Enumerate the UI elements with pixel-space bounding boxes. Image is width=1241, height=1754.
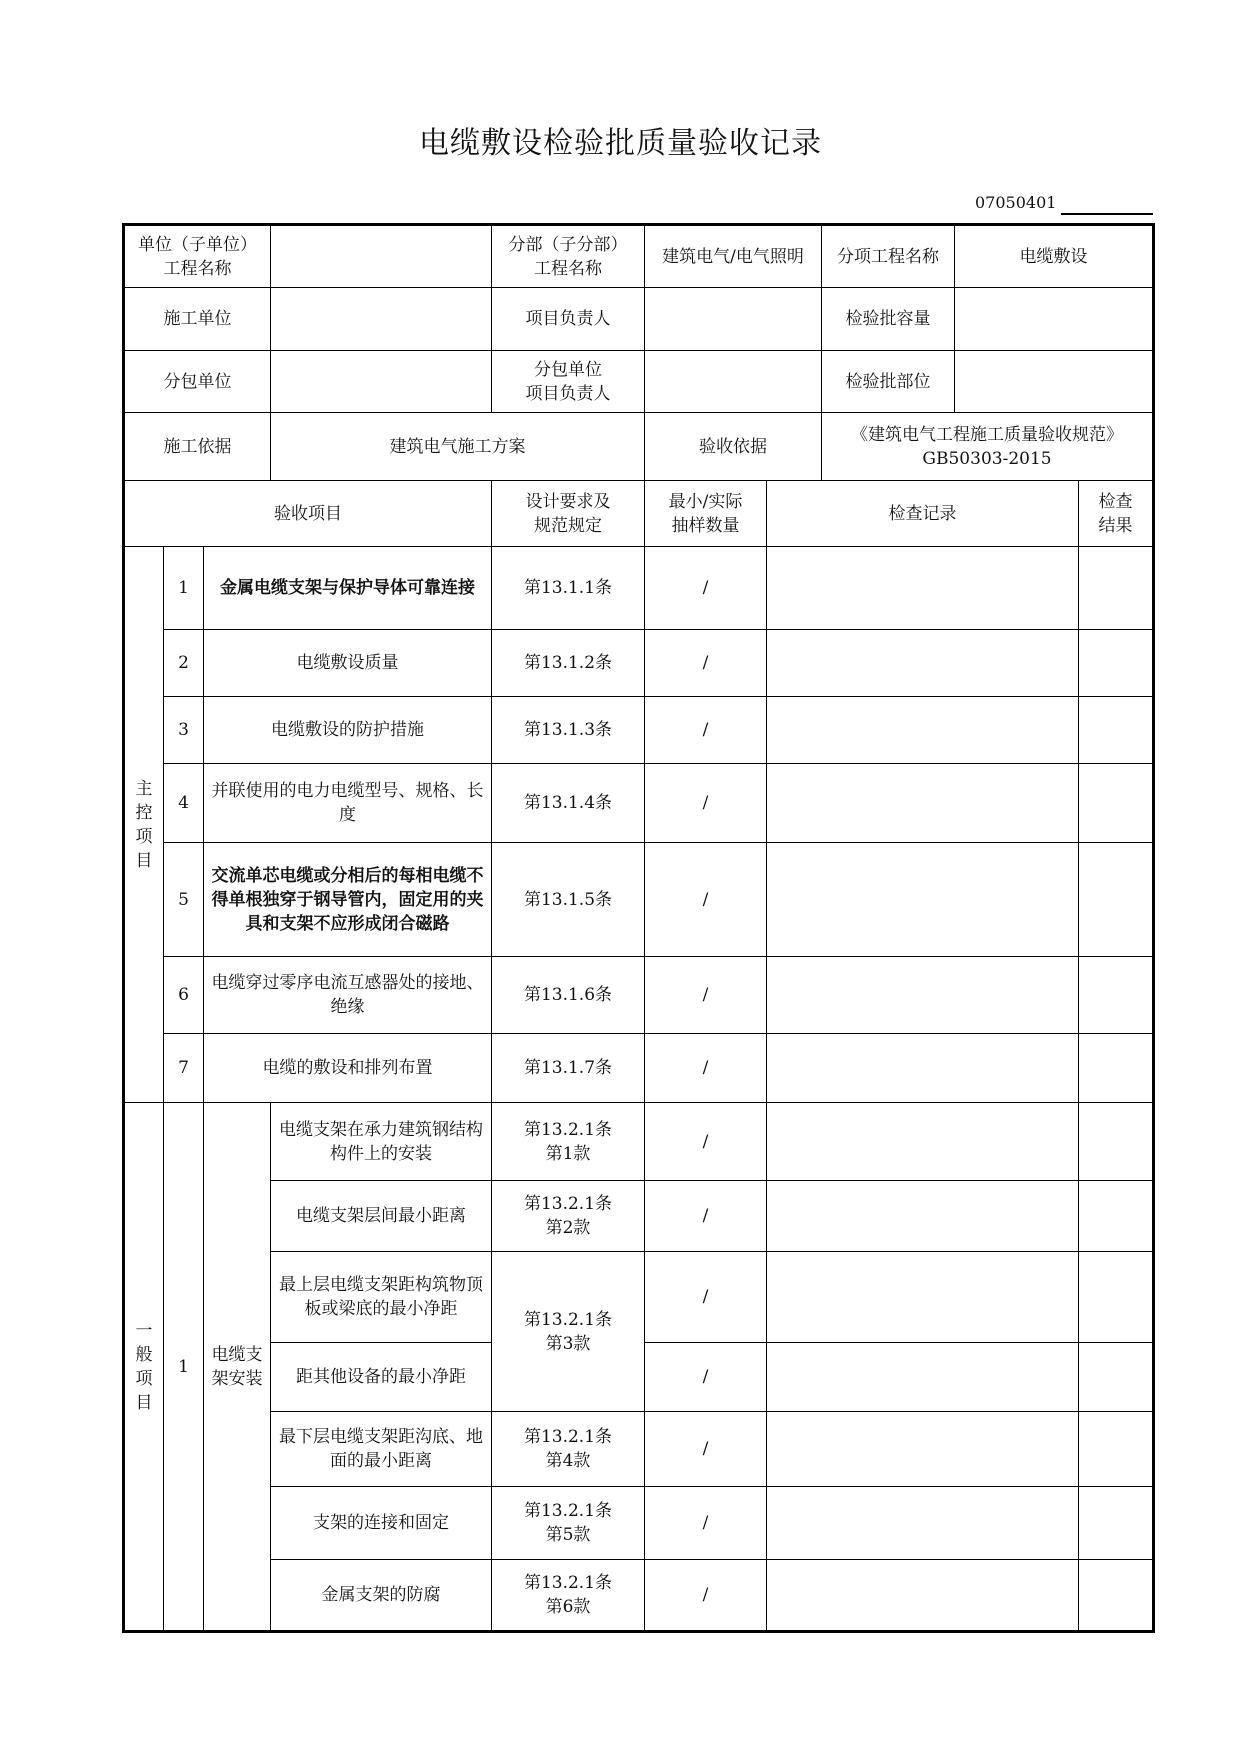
accept-basis-value: 《建筑电气工程施工质量验收规范》 GB50303-2015 (822, 413, 1154, 481)
main-item-result[interactable] (1079, 957, 1154, 1034)
general-item-sample[interactable]: / (645, 1412, 767, 1487)
main-item-record[interactable] (767, 630, 1079, 697)
general-item-record[interactable] (767, 1412, 1079, 1487)
main-item-spec: 第13.1.3条 (492, 697, 645, 764)
subitem-label: 分项工程名称 (822, 225, 955, 288)
general-item-text: 支架的连接和固定 (271, 1487, 492, 1560)
general-item-spec: 第13.2.1条 第3款 (492, 1252, 645, 1412)
main-item-spec: 第13.1.5条 (492, 843, 645, 957)
general-item-result[interactable] (1079, 1103, 1154, 1181)
main-item-spec: 第13.1.4条 (492, 764, 645, 843)
main-item-text: 电缆的敷设和排列布置 (204, 1034, 492, 1103)
location-value[interactable] (955, 351, 1154, 413)
main-item-record[interactable] (767, 547, 1079, 630)
general-item-record[interactable] (767, 1487, 1079, 1560)
main-item-record[interactable] (767, 764, 1079, 843)
main-item-record[interactable] (767, 697, 1079, 764)
page-title: 电缆敷设检验批质量验收记录 (419, 126, 822, 161)
main-item-sample[interactable]: / (645, 764, 767, 843)
main-item-no: 2 (164, 630, 204, 697)
division-value[interactable]: 建筑电气/电气照明 (645, 225, 822, 288)
main-item-record[interactable] (767, 843, 1079, 957)
general-item-result[interactable] (1079, 1560, 1154, 1632)
main-item-spec: 第13.1.1条 (492, 547, 645, 630)
general-item-text: 金属支架的防腐 (271, 1560, 492, 1632)
general-item-no: 1 (164, 1103, 204, 1632)
general-item-text: 电缆支架层间最小距离 (271, 1181, 492, 1252)
general-group-label: 电缆支 架安装 (204, 1103, 271, 1632)
general-item-result[interactable] (1079, 1181, 1154, 1252)
contractor-value[interactable] (271, 288, 492, 351)
general-item-sample[interactable]: / (645, 1560, 767, 1632)
form-code: 07050401 (975, 193, 1057, 212)
contractor-label: 施工单位 (124, 288, 271, 351)
pm-label: 项目负责人 (492, 288, 645, 351)
main-item-no: 4 (164, 764, 204, 843)
general-item-text: 最下层电缆支架距沟底、地面的最小距离 (271, 1412, 492, 1487)
main-item-no: 1 (164, 547, 204, 630)
location-label: 检验批部位 (822, 351, 955, 413)
general-item-spec: 第13.2.1条 第4款 (492, 1412, 645, 1487)
basis-label: 施工依据 (124, 413, 271, 481)
main-item-text: 电缆敷设的防护措施 (204, 697, 492, 764)
general-item-text: 电缆支架在承力建筑钢结构构件上的安装 (271, 1103, 492, 1181)
main-item-result[interactable] (1079, 547, 1154, 630)
main-item-record[interactable] (767, 1034, 1079, 1103)
subitem-value[interactable]: 电缆敷设 (955, 225, 1154, 288)
main-item-result[interactable] (1079, 697, 1154, 764)
main-item-sample[interactable]: / (645, 843, 767, 957)
main-item-result[interactable] (1079, 843, 1154, 957)
capacity-label: 检验批容量 (822, 288, 955, 351)
main-item-result[interactable] (1079, 1034, 1154, 1103)
general-item-result[interactable] (1079, 1412, 1154, 1487)
main-item-text: 交流单芯电缆或分相后的每相电缆不得单根独穿于钢导管内，固定用的夹具和支架不应形成闭合磁路 (204, 843, 492, 957)
general-item-sample[interactable]: / (645, 1252, 767, 1343)
sub-pm-label: 分包单位 项目负责人 (492, 351, 645, 413)
general-item-spec: 第13.2.1条 第2款 (492, 1181, 645, 1252)
col-item-header: 验收项目 (124, 481, 492, 547)
main-item-result[interactable] (1079, 764, 1154, 843)
main-item-text: 并联使用的电力电缆型号、规格、长度 (204, 764, 492, 843)
col-spec-header: 设计要求及 规范规定 (492, 481, 645, 547)
general-item-result[interactable] (1079, 1252, 1154, 1343)
subcontractor-label: 分包单位 (124, 351, 271, 413)
general-item-spec: 第13.2.1条 第6款 (492, 1560, 645, 1632)
general-item-record[interactable] (767, 1252, 1079, 1343)
main-item-record[interactable] (767, 957, 1079, 1034)
main-item-spec: 第13.1.2条 (492, 630, 645, 697)
main-item-spec: 第13.1.6条 (492, 957, 645, 1034)
general-item-record[interactable] (767, 1343, 1079, 1412)
main-item-text: 金属电缆支架与保护导体可靠连接 (204, 547, 492, 630)
general-item-sample[interactable]: / (645, 1487, 767, 1560)
main-item-no: 6 (164, 957, 204, 1034)
main-item-result[interactable] (1079, 630, 1154, 697)
general-item-sample[interactable]: / (645, 1103, 767, 1181)
general-item-spec: 第13.2.1条 第5款 (492, 1487, 645, 1560)
unit-value[interactable] (271, 225, 492, 288)
main-item-sample[interactable]: / (645, 697, 767, 764)
main-item-sample[interactable]: / (645, 547, 767, 630)
form-code-underline (1061, 213, 1153, 215)
general-item-result[interactable] (1079, 1487, 1154, 1560)
col-result-header: 检查 结果 (1079, 481, 1154, 547)
main-item-sample[interactable]: / (645, 630, 767, 697)
general-item-result[interactable] (1079, 1343, 1154, 1412)
general-item-spec: 第13.2.1条 第1款 (492, 1103, 645, 1181)
col-sample-header: 最小/实际 抽样数量 (645, 481, 767, 547)
general-item-record[interactable] (767, 1560, 1079, 1632)
main-control-label: 主 控 项 目 (124, 547, 164, 1103)
general-item-label: 一 般 项 目 (124, 1103, 164, 1632)
subcontractor-value[interactable] (271, 351, 492, 413)
capacity-value[interactable] (955, 288, 1154, 351)
division-label: 分部（子分部） 工程名称 (492, 225, 645, 288)
main-item-no: 3 (164, 697, 204, 764)
general-item-record[interactable] (767, 1103, 1079, 1181)
general-item-record[interactable] (767, 1181, 1079, 1252)
main-item-spec: 第13.1.7条 (492, 1034, 645, 1103)
general-item-sample[interactable]: / (645, 1343, 767, 1412)
pm-value[interactable] (645, 288, 822, 351)
general-item-sample[interactable]: / (645, 1181, 767, 1252)
main-item-text: 电缆穿过零序电流互感器处的接地、绝缘 (204, 957, 492, 1034)
unit-label: 单位（子单位） 工程名称 (124, 225, 271, 288)
general-item-text: 距其他设备的最小净距 (271, 1343, 492, 1412)
sub-pm-value[interactable] (645, 351, 822, 413)
main-item-sample[interactable]: / (645, 957, 767, 1034)
main-item-sample[interactable]: / (645, 1034, 767, 1103)
main-item-no: 5 (164, 843, 204, 957)
main-item-no: 7 (164, 1034, 204, 1103)
main-item-text: 电缆敷设质量 (204, 630, 492, 697)
basis-value[interactable]: 建筑电气施工方案 (271, 413, 645, 481)
accept-basis-label: 验收依据 (645, 413, 822, 481)
col-record-header: 检查记录 (767, 481, 1079, 547)
general-item-text: 最上层电缆支架距构筑物顶板或梁底的最小净距 (271, 1252, 492, 1343)
inspection-form (122, 223, 1155, 1633)
